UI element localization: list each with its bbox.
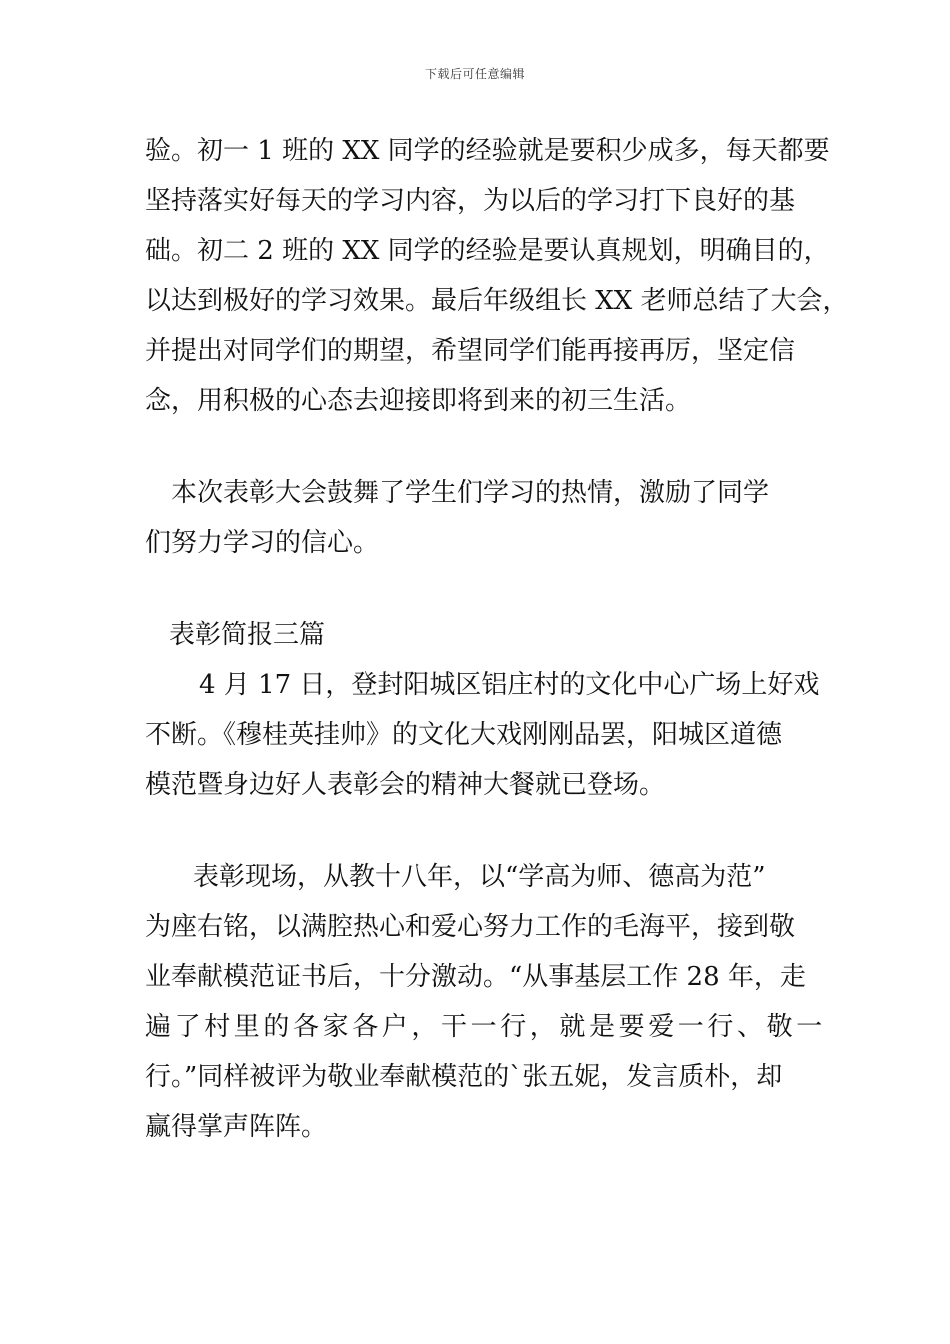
paragraph-spacer (145, 568, 815, 610)
text-line: 行。”同样被评为敬业奉献模范的`张五妮，发言质朴，却 (145, 1062, 783, 1092)
text-line: 念，用积极的心态去迎接即将到来的初三生活。 (145, 386, 692, 416)
paragraph-3 (145, 660, 820, 810)
text-line: 不断。《穆桂英挂帅》的文化大戏刚刚品罢，阳城区道德 (145, 720, 783, 750)
paragraph-2 (145, 468, 815, 568)
text-line: 模范暨身边好人表彰会的精神大餐就已登场。 (145, 770, 666, 800)
text-line: 们努力学习的信心。 (145, 528, 380, 558)
text-line: 本次表彰大会鼓舞了学生们学习的热情，激励了同学 (171, 478, 770, 508)
paragraph-1 (145, 126, 849, 426)
text-line: 以达到极好的学习效果。最后年级组长 XX 老师总结了大会， (145, 286, 849, 316)
paragraph-4 (145, 852, 826, 1152)
document-body (145, 126, 849, 1152)
text-line: 础。初二 2 班的 XX 同学的经验是要认真规划，明确目的， (145, 236, 830, 266)
text-line: 赢得掌声阵阵。 (145, 1112, 328, 1142)
text-line: 验。初一 1 班的 XX 同学的经验就是要积少成多，每天都要 (145, 136, 830, 166)
section-title: 表彰简报三篇 (169, 620, 326, 650)
text-line: 为座右铭，以满腔热心和爱心努力工作的毛海平，接到敬 (145, 912, 796, 942)
text-line: 业奉献模范证书后，十分激动。“从事基层工作 28 年，走 (145, 962, 806, 992)
paragraph-spacer (145, 426, 815, 468)
text-line: 坚持落实好每天的学习内容，为以后的学习打下良好的基 (145, 186, 796, 216)
text-line: 表彰现场，从教十八年，以“学高为师、德高为范” (193, 862, 766, 892)
page-header: 下载后可任意编辑 (424, 67, 525, 81)
text-line: 遍了村里的各家各户，干一行，就是要爱一行、敬一 (145, 1012, 826, 1042)
text-line: 4 月 17 日，登封阳城区铝庄村的文化中心广场上好戏 (199, 670, 820, 700)
text-line: 并提出对同学们的期望，希望同学们能再接再厉，坚定信 (145, 336, 796, 366)
paragraph-spacer (145, 810, 815, 852)
